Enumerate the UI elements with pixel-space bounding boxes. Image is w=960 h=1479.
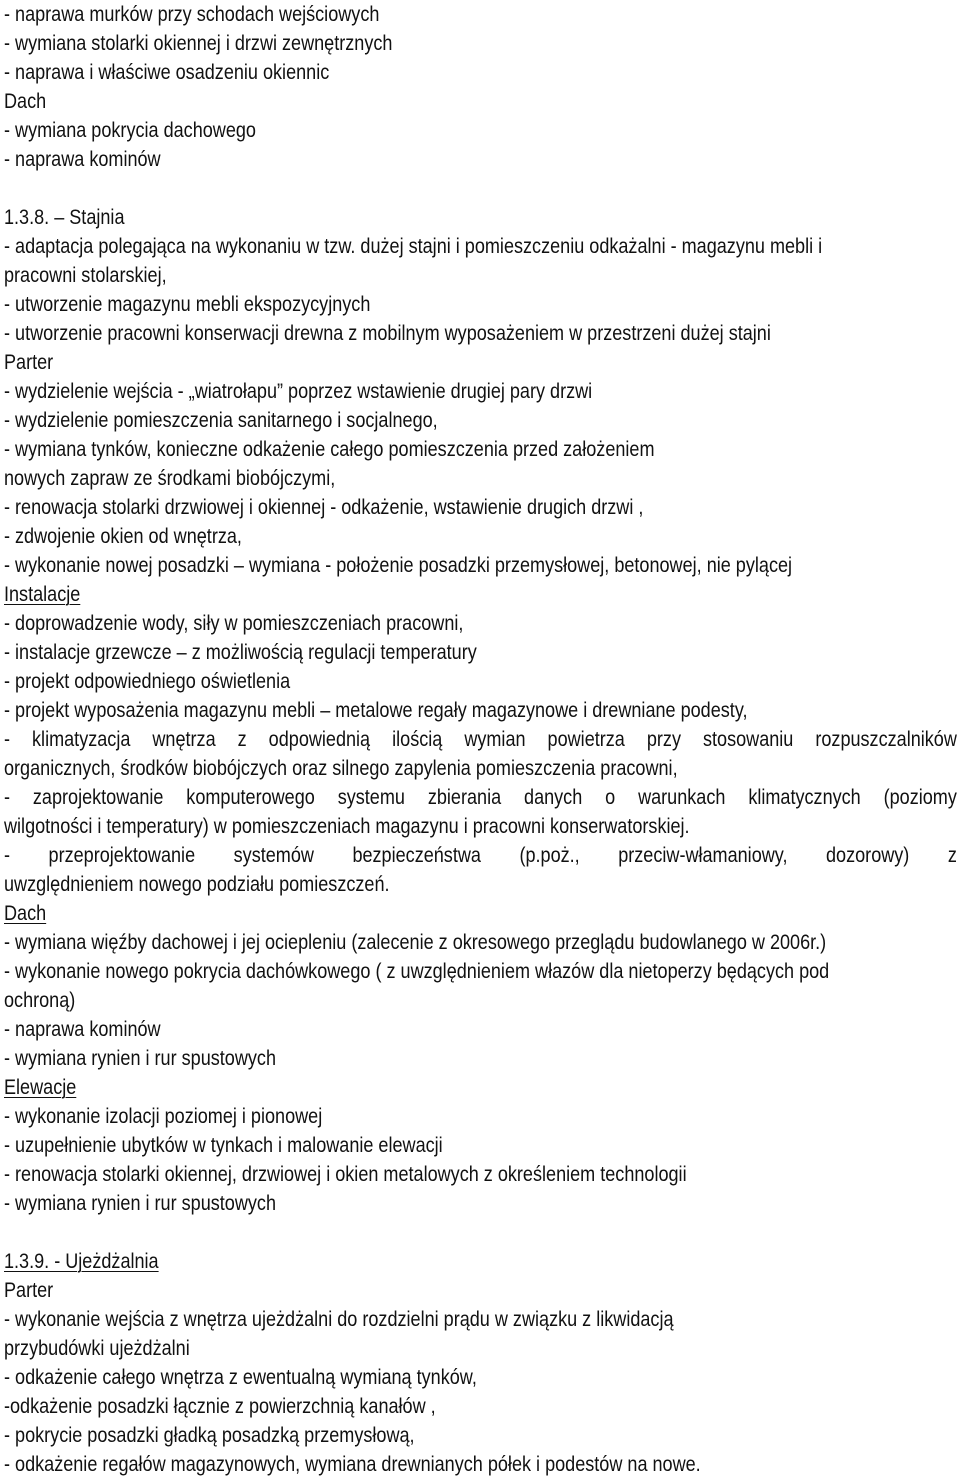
section-heading-dach: Dach bbox=[4, 90, 47, 113]
text-line: organicznych, środków biobójczych oraz silnego zapylenia pomieszczenia pracowni, bbox=[4, 757, 678, 780]
text-line: -odkażenie posadzki łącznie z powierzchnią kanałów , bbox=[4, 1395, 436, 1418]
text-line: - pokrycie posadzki gładką posadzką przemysłową, bbox=[4, 1424, 415, 1447]
text-line: - przeprojektowanie systemów bezpieczeństwa (p.poż., przeciw-włamaniowy, dozorowy) z bbox=[4, 844, 957, 867]
text-line: - naprawa i właściwe osadzeniu okiennic bbox=[4, 61, 330, 84]
chapter-heading-stajnia: 1.3.8. – Stajnia bbox=[4, 206, 125, 229]
text-line: - wykonanie nowej posadzki – wymiana - położenie posadzki przemysłowej, betonowej, nie pylącej bbox=[4, 554, 793, 577]
text-line: - instalacje grzewcze – z możliwością regulacji temperatury bbox=[4, 641, 477, 664]
text-line: nowych zapraw ze środkami biobójczymi, bbox=[4, 467, 336, 490]
section-heading-parter: Parter bbox=[4, 1279, 54, 1302]
text-line: - wymiana tynków, konieczne odkażenie całego pomieszczenia przed założeniem bbox=[4, 438, 655, 461]
chapter-heading-ujezdzalnia: 1.3.9. - Ujeżdżalnia bbox=[4, 1250, 159, 1273]
text-line: - projekt odpowiedniego oświetlenia bbox=[4, 670, 291, 693]
text-line: - wymiana rynien i rur spustowych bbox=[4, 1047, 277, 1070]
text-line: - renowacja stolarki okiennej, drzwiowej i okien metalowych z określeniem technologii bbox=[4, 1163, 687, 1186]
text-line: - zdwojenie okien od wnętrza, bbox=[4, 525, 242, 548]
text-line: - uzupełnienie ubytków w tynkach i malowanie elewacji bbox=[4, 1134, 443, 1157]
text-line: - wydzielenie pomieszczenia sanitarnego i socjalnego, bbox=[4, 409, 438, 432]
section-heading-parter: Parter bbox=[4, 351, 54, 374]
text-line: - wykonanie izolacji poziomej i pionowej bbox=[4, 1105, 323, 1128]
text-line: - wymiana pokrycia dachowego bbox=[4, 119, 256, 142]
text-line: ochroną) bbox=[4, 989, 76, 1012]
text-line: - naprawa kominów bbox=[4, 148, 161, 171]
text-line: uwzględnieniem nowego podziału pomieszczeń. bbox=[4, 873, 390, 896]
text-line: - odkażenie całego wnętrza z ewentualną wymianą tynków, bbox=[4, 1366, 477, 1389]
text-line: - renowacja stolarki drzwiowej i okiennej - odkażenie, wstawienie drugich drzwi , bbox=[4, 496, 644, 519]
blank-line bbox=[4, 1218, 823, 1247]
text-line: - wykonanie nowego pokrycia dachówkowego ( z uwzględnieniem włazów dla nietoperzy będących pod bbox=[4, 960, 830, 983]
text-line: - adaptacja polegająca na wykonaniu w tzw. dużej stajni i pomieszczeniu odkażalni - magazynu mebli i bbox=[4, 235, 823, 258]
text-line: - wymiana więźby dachowej i jej ociepleniu (zalecenie z okresowego przeglądu budowlanego w 2006r.) bbox=[4, 931, 827, 954]
text-line: - odkażenie regałów magazynowych, wymiana drewnianych półek i podestów na nowe. bbox=[4, 1453, 701, 1476]
text-line: - wydzielenie wejścia - „wiatrołapu” poprzez wstawienie drugiej pary drzwi bbox=[4, 380, 593, 403]
text-line: - doprowadzenie wody, siły w pomieszczeniach pracowni, bbox=[4, 612, 464, 635]
text-line: - utworzenie magazynu mebli ekspozycyjnych bbox=[4, 293, 371, 316]
section-heading-instalacje: Instalacje bbox=[4, 583, 81, 606]
text-line: - projekt wyposażenia magazynu mebli – metalowe regały magazynowe i drewniane podesty, bbox=[4, 699, 748, 722]
text-line: - zaprojektowanie komputerowego systemu zbierania danych o warunkach klimatycznych (poziomy bbox=[4, 786, 957, 809]
text-line: - utworzenie pracowni konserwacji drewna z mobilnym wyposażeniem w przestrzeni dużej stajni bbox=[4, 322, 771, 345]
text-line: - wykonanie wejścia z wnętrza ujeżdżalni do rozdzielni prądu w związku z likwidacją bbox=[4, 1308, 674, 1331]
text-line: - naprawa kominów bbox=[4, 1018, 161, 1041]
blank-line bbox=[4, 174, 823, 203]
text-line: przybudówki ujeżdżalni bbox=[4, 1337, 190, 1360]
text-line: - wymiana stolarki okiennej i drzwi zewnętrznych bbox=[4, 32, 393, 55]
section-heading-dach: Dach bbox=[4, 902, 47, 925]
text-line: wilgotności i temperatury) w pomieszczeniach magazynu i pracowni konserwatorskiej. bbox=[4, 815, 690, 838]
section-heading-elewacje: Elewacje bbox=[4, 1076, 77, 1099]
text-line: pracowni stolarskiej, bbox=[4, 264, 167, 287]
text-line: - wymiana rynien i rur spustowych bbox=[4, 1192, 277, 1215]
text-line: - naprawa murków przy schodach wejściowych bbox=[4, 3, 380, 26]
text-line: - klimatyzacja wnętrza z odpowiednią ilością wymian powietrza przy stosowaniu rozpuszczalników bbox=[4, 728, 957, 751]
